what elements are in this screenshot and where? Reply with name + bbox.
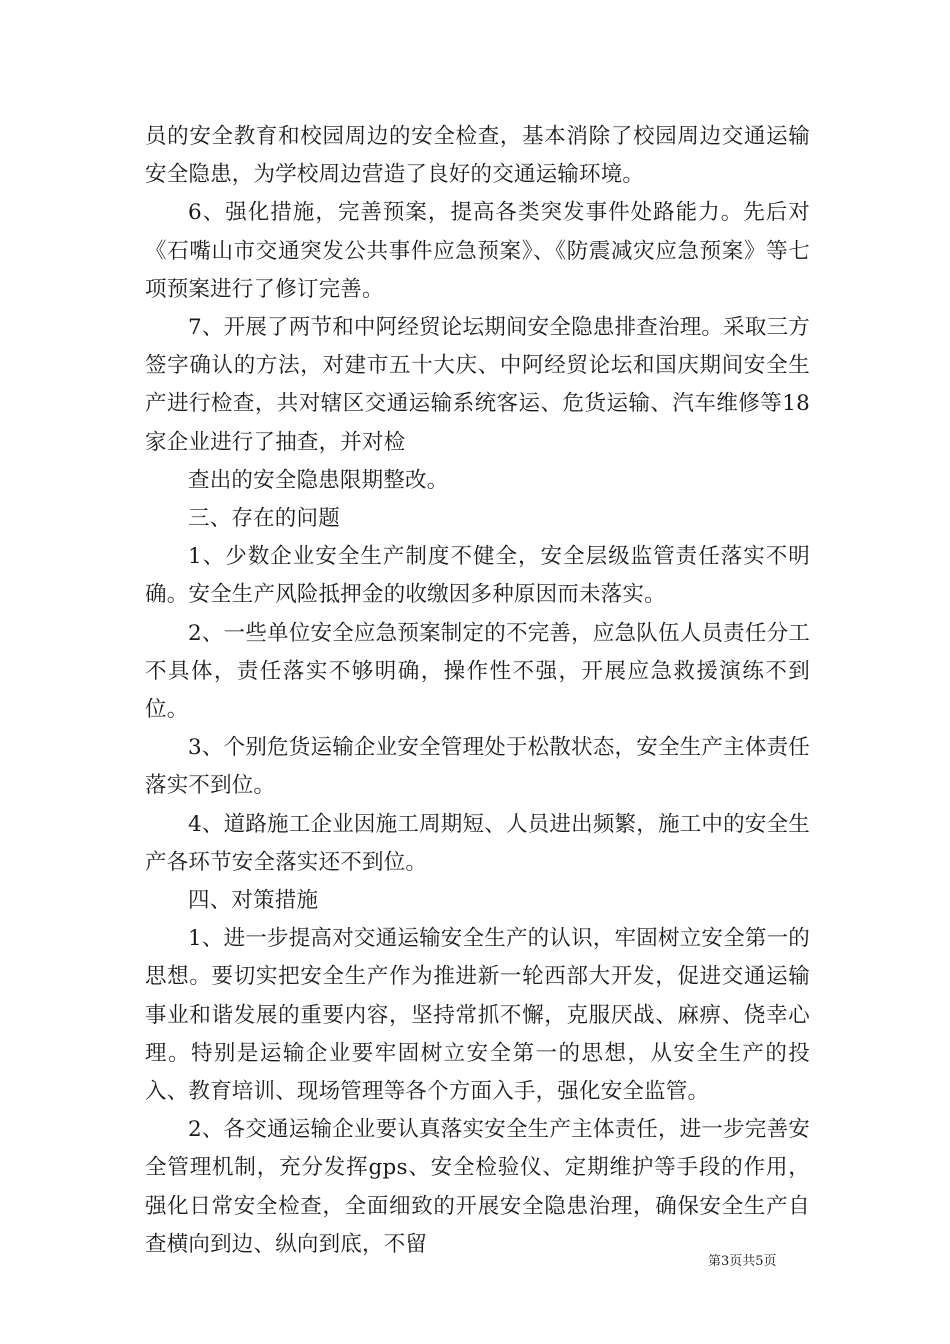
- page-number-footer: 第3页共5页: [708, 1254, 777, 1269]
- paragraph-1: 员的安全教育和校园周边的安全检查，基本消除了校园周边交通运输安全隐患，为学校周边营造了良好的交通运输环境。: [145, 124, 810, 188]
- paragraph-problem-4: 4、道路施工企业因施工周期短、人员进出频繁，施工中的安全生产各环节安全落实还不到位。: [145, 811, 810, 875]
- section-heading-measures: 四、对策措施: [188, 888, 319, 914]
- document-body: [145, 118, 810, 1264]
- paragraph-measure-1: 1、进一步提高对交通运输安全生产的认识，牢固树立安全第一的思想。要切实把安全生产作为推进新一轮西部大开发，促进交通运输事业和谐发展的重要内容，坚持常抓不懈，克服厌战、麻痹、侥幸心理。特别是运输企业要牢固树立安全第一的思想，从安全生产的投入、教育培训、现场管理等各个方面入手，强化安全监管。: [145, 926, 810, 1105]
- paragraph-problem-1: 1、少数企业安全生产制度不健全，安全层级监管责任落实不明确。安全生产风险抵押金的收缴因多种原因而未落实。: [145, 544, 810, 608]
- paragraph-3: 7、开展了两节和中阿经贸论坛期间安全隐患排查治理。采取三方签字确认的方法，对建市五十大庆、中阿经贸论坛和国庆期间安全生产进行检查，共对辖区交通运输系统客运、危货运输、汽车维修等18家企业进行了抽查，并对检: [145, 315, 810, 455]
- section-heading-problems: 三、存在的问题: [188, 506, 340, 532]
- paragraph-2: 6、强化措施，完善预案，提高各类突发事件处路能力。先后对《石嘴山市交通突发公共事件应急预案》、《防震减灾应急预案》等七项预案进行了修订完善。: [145, 200, 810, 302]
- paragraph-measure-2: 2、各交通运输企业要认真落实安全生产主体责任，进一步完善安全管理机制，充分发挥gps、安全检验仪、定期维护等手段的作用，强化日常安全检查，全面细致的开展安全隐患治理，确保安全生产自查横向到边、纵向到底，不留: [145, 1117, 810, 1257]
- paragraph-problem-2: 2、一些单位安全应急预案制定的不完善，应急队伍人员责任分工不具体，责任落实不够明确，操作性不强，开展应急救援演练不到位。: [145, 620, 810, 723]
- paragraph-4: 查出的安全隐患限期整改。: [188, 467, 449, 493]
- paragraph-problem-3: 3、个别危货运输企业安全管理处于松散状态，安全生产主体责任落实不到位。: [145, 735, 810, 799]
